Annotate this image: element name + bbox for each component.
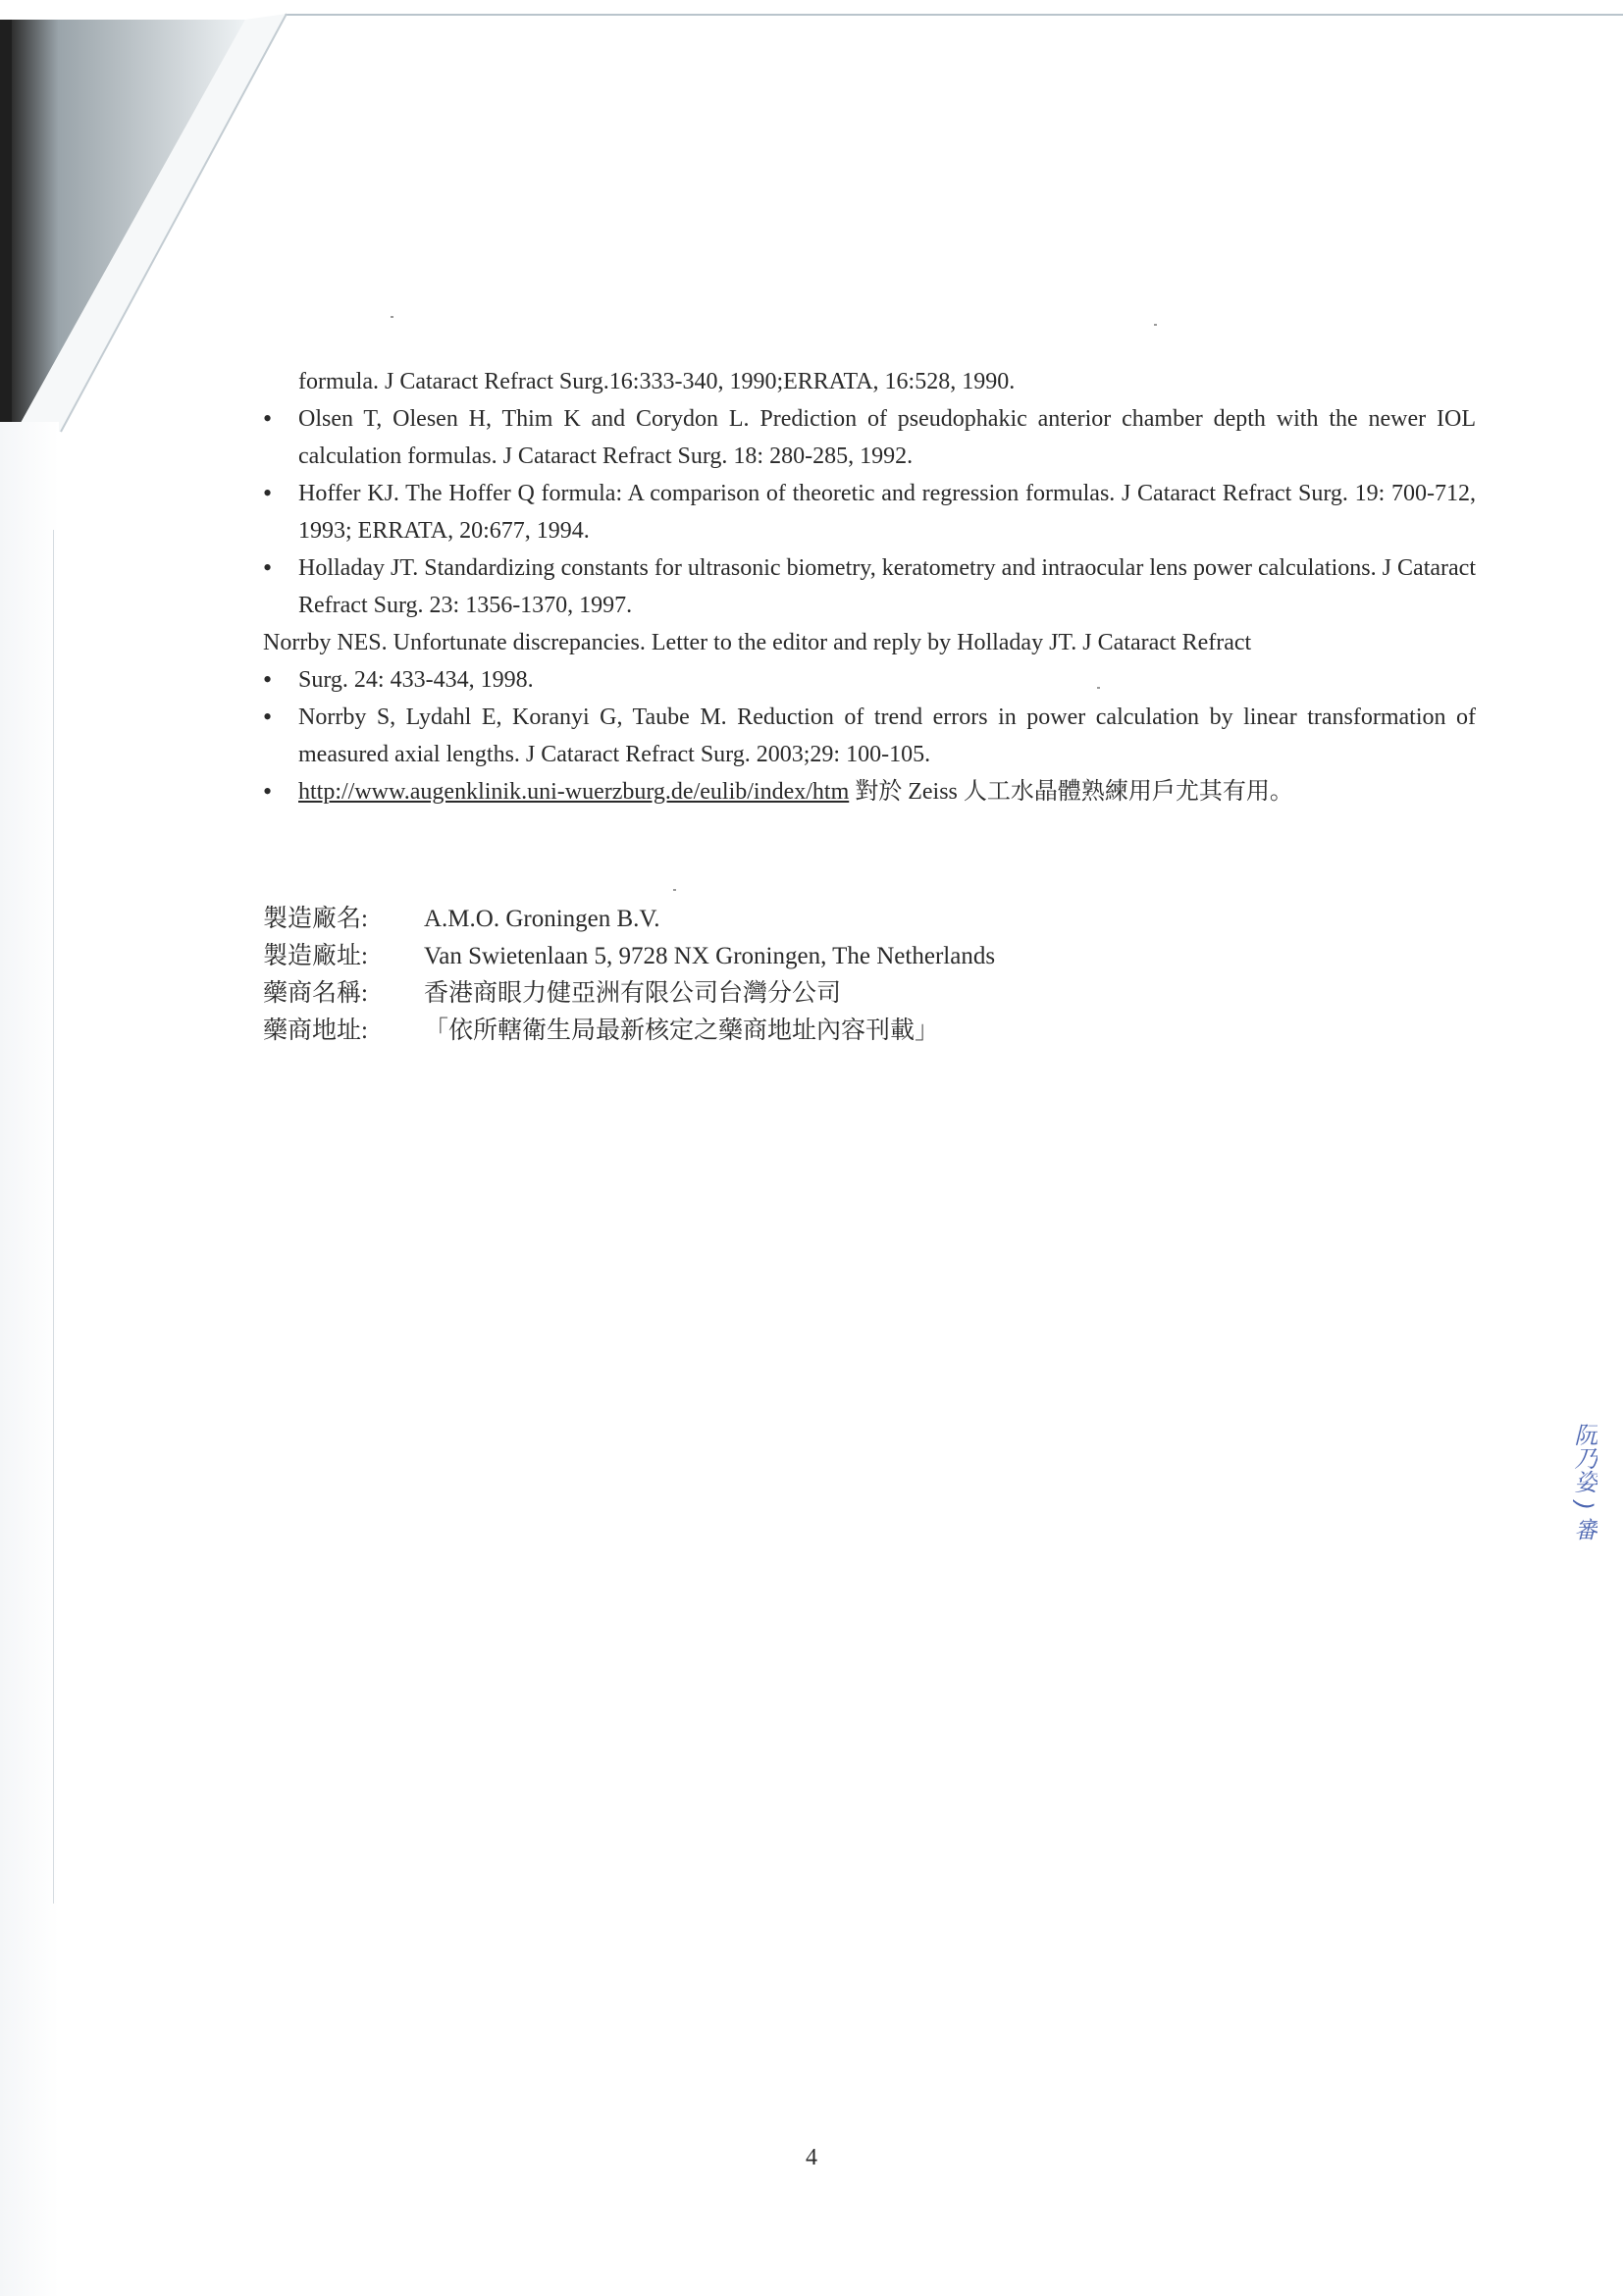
scan-speck <box>1154 324 1157 326</box>
reference-link-item <box>263 773 1476 810</box>
info-row <box>263 901 995 938</box>
reference-group-1 <box>263 400 1476 624</box>
reference-item: • Olsen T, Olesen H, Thim K and Corydon L. Prediction of pseudophakic anterior chamber depth with the newer IOL calculation formulas. J Cataract Refract Surg. 18: 280-285, 1992. <box>263 400 1476 475</box>
scan-top-edge <box>285 14 1623 16</box>
manufacturer-info <box>263 901 995 1050</box>
scan-speck <box>391 316 393 318</box>
folded-corner <box>0 0 294 461</box>
info-label: 藥商名稱: <box>263 980 368 1007</box>
reference-link-note: 對於 Zeiss 人工水晶體熟練用戶尤其有用。 <box>849 779 1293 805</box>
reference-norrby-line: Norrby NES. Unfortunate discrepancies. Letter to the editor and reply by Holladay JT. J Cataract Refract <box>263 630 1252 655</box>
scan-speck <box>673 889 676 891</box>
scan-left-edge-line <box>53 530 54 1904</box>
page-number: 4 <box>806 2145 817 2170</box>
info-row <box>263 1013 995 1050</box>
scan-speck <box>1097 687 1100 689</box>
reference-list <box>263 363 1476 810</box>
info-value: 「依所轄衛生局最新核定之藥商地址內容刊載」 <box>424 1018 940 1044</box>
reference-group-2 <box>263 661 1476 810</box>
info-label: 藥商地址: <box>263 1018 368 1044</box>
info-row <box>263 938 995 975</box>
reference-continuation: formula. J Cataract Refract Surg.16:333-340, 1990;ERRATA, 16:528, 1990. <box>298 369 1016 394</box>
reference-item: • Surg. 24: 433-434, 1998. <box>263 661 1476 699</box>
reference-url-link[interactable]: http://www.augenklinik.uni-wuerzburg.de/eulib/index/htm <box>298 779 850 805</box>
scan-left-shadow <box>0 422 59 2296</box>
reference-item: • Norrby S, Lydahl E, Koranyi G, Taube M. Reduction of trend errors in power calculation by linear transformation of measured axial lengths. J Cataract Refract Surg. 2003;29: 100-105. <box>263 699 1476 773</box>
info-label: 製造廠址: <box>263 943 368 969</box>
info-row <box>263 975 995 1013</box>
handwritten-stamp: 阮乃姿 ) 審 <box>1570 1423 1597 1541</box>
info-value: Van Swietenlaan 5, 9728 NX Groningen, The Netherlands <box>424 943 996 969</box>
reference-item: • Holladay JT. Standardizing constants for ultrasonic biometry, keratometry and intraocular lens power calculations. J Cataract Refract Surg. 23: 1356-1370, 1997. <box>263 549 1476 624</box>
info-value: 香港商眼力健亞洲有限公司台灣分公司 <box>424 980 842 1007</box>
reference-item: • Hoffer KJ. The Hoffer Q formula: A comparison of theoretic and regression formulas. J Cataract Refract Surg. 19: 700-712, 1993; ERRATA, 20:677, 1994. <box>263 475 1476 549</box>
info-label: 製造廠名: <box>263 906 368 932</box>
info-value: A.M.O. Groningen B.V. <box>424 906 660 932</box>
